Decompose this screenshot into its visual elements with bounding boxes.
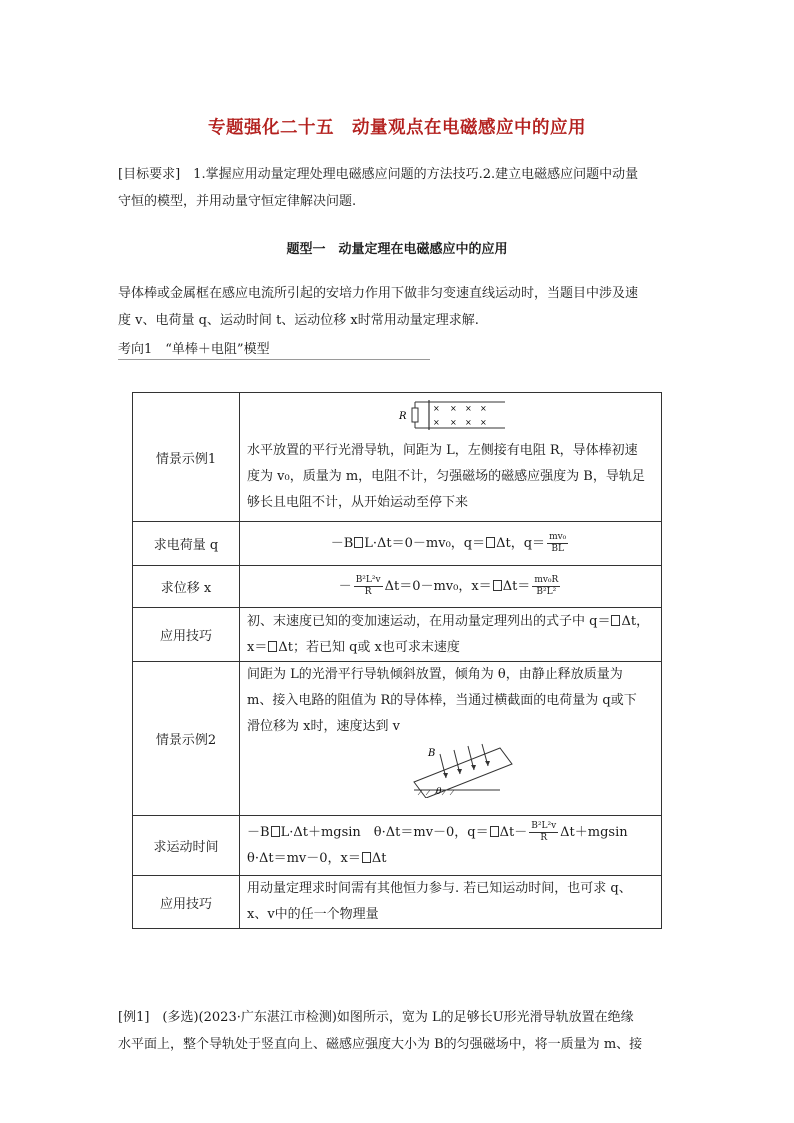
row-label: 求运动时间 — [133, 816, 240, 876]
circuit-figure — [240, 394, 661, 438]
scenario-1-text — [240, 438, 661, 520]
svg-text:×: × — [480, 418, 487, 427]
fraction — [547, 532, 568, 555]
resistor-label: R — [399, 411, 407, 422]
displacement-formula — [240, 575, 661, 598]
table-row — [133, 816, 662, 876]
fraction-numerator: mv₀R — [534, 575, 559, 585]
kaoxiang-heading: 考向1 “单棒＋电阻”模型 — [118, 342, 270, 357]
inclined-rails-diagram — [400, 742, 530, 798]
formula-text: Δt＝0－mv₀，x＝ — [384, 579, 492, 594]
table-row — [133, 608, 662, 662]
average-current-box — [611, 615, 620, 626]
row-content — [240, 522, 662, 566]
scenario-2-line-1: 间距为 L的光滑平行导轨倾斜放置，倾角为 θ，由静止释放质量为 — [247, 667, 623, 682]
row-content — [240, 566, 662, 608]
average-current-box — [490, 826, 499, 837]
row-content — [240, 662, 662, 816]
table-row — [133, 393, 662, 522]
technique-1-text — [240, 609, 661, 661]
time-formula-line-1: －B L·Δt＋mgsin θ·Δt＝mv－0，q＝ Δt－ $\frac{\text{B²L²v}}{R}$ Δt＋mgsin — [247, 820, 628, 843]
fraction-denominator: BL — [551, 544, 564, 554]
scenario-2-line-2: m、接入电路的阻值为 R的导体棒，当通过横截面的电荷量为 q或下 — [247, 693, 637, 708]
row-label: 应用技巧 — [133, 608, 240, 662]
technique-2-line-2: x、v中的任一个物理量 — [247, 907, 379, 922]
time-formula — [240, 820, 661, 872]
row-label: 应用技巧 — [133, 876, 240, 929]
page-title: 专题强化二十五 动量观点在电磁感应中的应用 — [208, 118, 586, 138]
scenario-1-line-2: 度为 v₀，质量为 m，电阻不计，匀强磁场的磁感应强度为 B，导轨足 — [247, 469, 645, 484]
formula-text: －B — [330, 536, 354, 551]
average-current-box — [271, 826, 280, 837]
field-label: B — [428, 748, 436, 759]
example-paragraph — [118, 1004, 684, 1058]
fraction-numerator: mv₀ — [549, 532, 567, 542]
objective-paragraph — [118, 161, 684, 215]
scenario-1-line-1: 水平放置的平行光滑导轨，间距为 L，左侧接有电阻 R，导体棒初速 — [247, 443, 638, 458]
formula-text: Δt＝ — [502, 579, 531, 594]
resistor-symbol — [412, 408, 418, 422]
fraction-denominator: R — [540, 832, 548, 843]
fraction-denominator: B²L² — [536, 587, 557, 597]
fraction-numerator: B²L²v — [531, 820, 557, 831]
average-current-box — [354, 537, 363, 548]
objective-line-2: 守恒的模型，并用动量守恒定律解决问题. — [118, 194, 357, 209]
average-velocity-box — [362, 852, 371, 863]
field-lines — [440, 744, 488, 778]
table-row — [133, 522, 662, 566]
incline-figure — [240, 740, 661, 812]
svg-text:×: × — [433, 418, 440, 427]
technique-1-line-2: x＝ Δt；若已知 q或 x也可求末速度 — [247, 639, 460, 655]
svg-text:×: × — [450, 418, 457, 427]
fraction — [529, 821, 558, 844]
objective-label: [目标要求] — [118, 167, 181, 182]
average-current-box — [486, 537, 495, 548]
row-label: 情景示例1 — [133, 393, 240, 522]
intro-line-1: 导体棒或金属框在感应电流所引起的安培力作用下做非匀变速直线运动时，当题目中涉及速 — [118, 286, 639, 301]
example-line-1: [例1] (多选)(2023·广东湛江市检测)如图所示，宽为 L的足够长U形光滑导轨放置在绝缘 — [118, 1010, 634, 1025]
example-line-2: 水平面上，整个导轨处于竖直向上、磁感应强度大小为 B的匀强磁场中，将一质量为 m、接 — [118, 1037, 643, 1052]
row-label: 情景示例2 — [133, 662, 240, 816]
svg-text:×: × — [465, 418, 472, 427]
table-row — [133, 566, 662, 608]
fraction-denominator: R — [364, 587, 372, 597]
intro-line-2: 度 v、电荷量 q、运动时间 t、运动位移 x时常用动量定理求解. — [118, 313, 479, 328]
fraction — [532, 575, 560, 598]
charge-formula — [240, 532, 661, 555]
row-content — [240, 608, 662, 662]
formula-text: － — [338, 579, 352, 594]
svg-text:×: × — [480, 404, 487, 413]
technique-2-text — [240, 876, 661, 928]
average-velocity-box — [493, 580, 502, 591]
fraction — [354, 575, 383, 598]
scenario-2-line-3: 滑位移为 x时，速度达到 v — [247, 719, 400, 734]
row-content — [240, 816, 662, 876]
row-content — [240, 876, 662, 929]
svg-text:×: × — [465, 404, 472, 413]
kaoxiang-underline — [118, 359, 430, 360]
objective-line-1 — [118, 161, 684, 188]
table-row — [133, 662, 662, 816]
objective-text-1: 1.掌握应用动量定理处理电磁感应问题的方法技巧.2.建立电磁感应问题中动量 — [193, 167, 639, 182]
intro-paragraph — [118, 280, 684, 334]
scenario-1-line-3: 够长且电阻不计，从开始运动至停下来 — [247, 495, 469, 510]
svg-text:×: × — [450, 404, 457, 413]
rail-circuit-diagram — [395, 396, 515, 436]
formula-text: Δt，q＝ — [496, 536, 546, 551]
formula-text: L·Δt＝0－mv₀，q＝ — [364, 536, 486, 551]
section-heading: 题型一 动量定理在电磁感应中的应用 — [286, 242, 508, 257]
technique-2-line-1: 用动量定理求时间需有其他恒力参与. 若已知运动时间，也可求 q、 — [247, 881, 632, 896]
average-velocity-box — [268, 641, 277, 652]
scenario-2-text — [240, 662, 661, 740]
field-crosses — [433, 404, 487, 427]
row-label: 求位移 x — [133, 566, 240, 608]
row-content — [240, 393, 662, 522]
model-table — [132, 392, 662, 929]
table-row — [133, 876, 662, 929]
angle-label: θ — [436, 787, 442, 797]
svg-text:×: × — [433, 404, 440, 413]
row-label: 求电荷量 q — [133, 522, 240, 566]
fraction-numerator: B²L²v — [355, 575, 381, 585]
time-formula-line-2: θ·Δt＝mv－0，x＝ Δt — [247, 850, 387, 866]
technique-1-line-1: 初、末速度已知的变加速运动，在用动量定理列出的式子中 q＝ Δt， — [247, 613, 650, 629]
